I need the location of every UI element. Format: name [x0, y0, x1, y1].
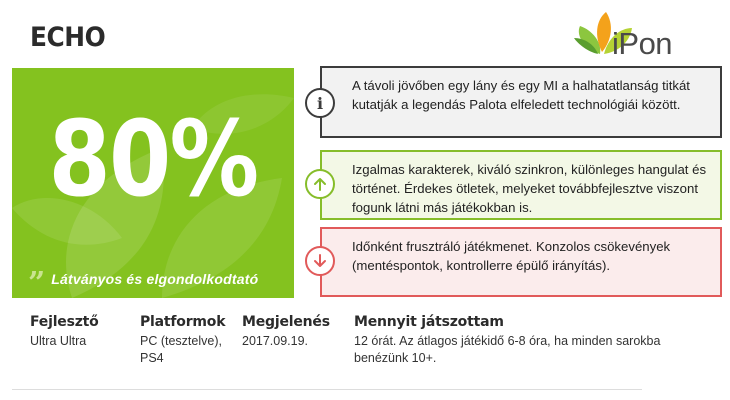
divider [12, 389, 642, 390]
developer-value: Ultra Ultra [30, 334, 87, 348]
quote-icon: ” [28, 266, 46, 298]
arrow-down-icon [305, 246, 335, 276]
score-summary: Látványos és elgondolkodtató [51, 271, 259, 287]
score-value: 80% [48, 98, 258, 220]
platforms-label: Platformok [140, 314, 226, 330]
review-title: ECHO [30, 22, 106, 53]
release-column [242, 314, 330, 350]
playtime-label: Mennyit játszottam [354, 314, 504, 330]
playtime-value: 12 órát. Az átlagos játékidő 6-8 óra, ha minden sarokba benézünk 10+. [354, 334, 661, 365]
developer-column [30, 314, 99, 350]
platforms-column [140, 314, 232, 367]
playtime-column [354, 314, 684, 367]
pros-note-text: Izgalmas karakterek, kiváló szinkron, különleges hangulat és történet. Érdekes ötletek, melyeket továbbfejlesztve viszont fogunk látni más játékokban is. [352, 162, 707, 215]
info-note-text: A távoli jövőben egy lány és egy MI a halhatatlanság titkát kutatják a legendás Palota elfeledett technológiái között. [352, 78, 690, 112]
info-icon: i [305, 88, 335, 118]
logo-wordmark: iPon [612, 26, 673, 61]
score-panel [12, 68, 294, 298]
arrow-up-icon [305, 169, 335, 199]
info-note [320, 66, 722, 138]
developer-label: Fejlesztő [30, 314, 99, 330]
platforms-value: PC (tesztelve), PS4 [140, 334, 222, 365]
release-value: 2017.09.19. [242, 334, 309, 348]
pros-note [320, 150, 722, 220]
release-label: Megjelenés [242, 314, 330, 330]
score-caption [12, 264, 294, 298]
cons-note-text: Időnként frusztráló játékmenet. Konzolos csökevények (mentéspontok, kontrollerre épülő irányítás). [352, 239, 671, 273]
cons-note [320, 227, 722, 297]
